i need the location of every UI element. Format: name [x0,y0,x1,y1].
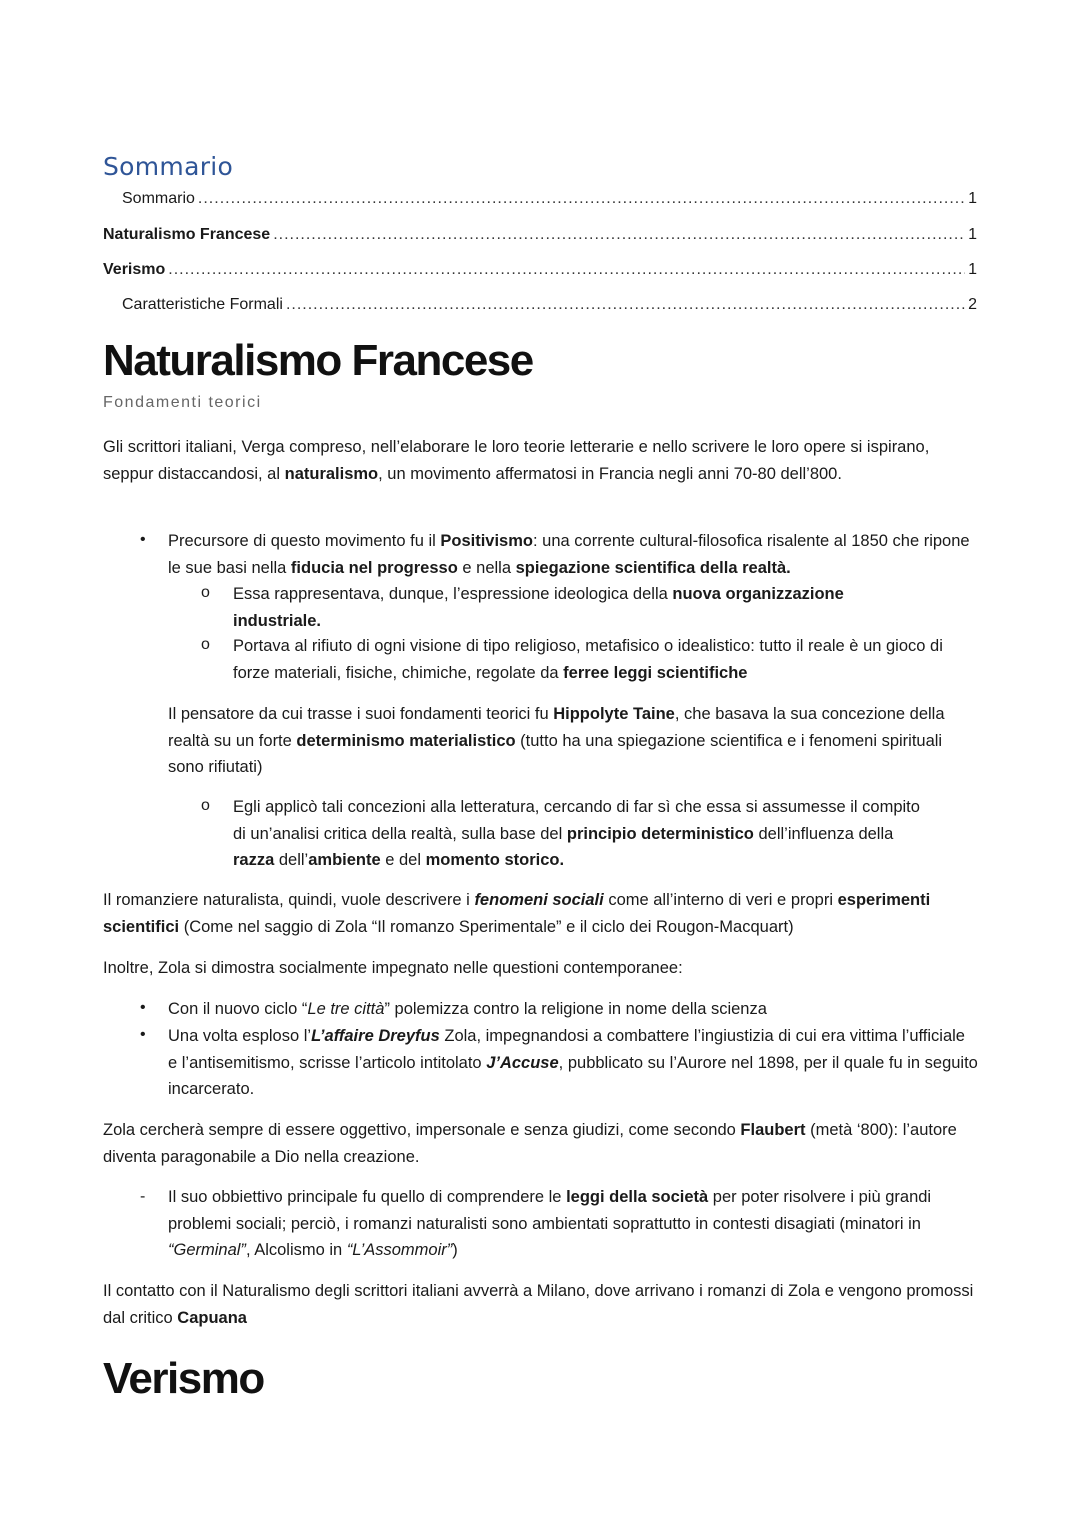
toc-entry-page: 1 [968,261,977,278]
bullet-dreyfus: Una volta esploso l’L’affaire Dreyfus Zola, impegnandosi a combattere l’ingiustizia di cui era vittima l’ufficiale e l’antisemitismo, scrisse l’articolo intitolato J’Accuse, pubblicato su l’Aurore nel 1898, per il quale fu in seguito incarcerato. [168,1027,978,1098]
toc-entry-page: 1 [968,226,977,243]
toc-entry-caratteristiche[interactable] [122,296,977,318]
toc-entry-label: Sommario [122,190,195,207]
toc-entry-page: 1 [968,190,977,207]
paragraph-contatto: Il contatto con il Naturalismo degli scrittori italiani avverrà a Milano, dove arrivano i romanzi di Zola e vengono promossi dal critico Capuana [103,1282,974,1327]
sub-bullet-glyph: o [201,584,210,601]
paragraph-inoltre: Inoltre, Zola si dimostra socialmente impegnato nelle questioni contemporanee: [103,959,683,977]
sub-bullet-letteratura: Egli applicò tali concezioni alla letteratura, cercando di far sì che essa si assumesse il compito di un’analisi critica della realtà, sulla base del principio deterministico dell’influenza della razza dell’ambiente e del momento storico. [233,798,920,869]
toc-leader-dots [198,190,965,208]
sub-bullet-rifiuto: Portava al rifiuto di ogni visione di tipo religioso, metafisico o idealistico: tutto il reale è un gioco di forze materiali, fisiche, chimiche, regolate da ferree leggi scientifiche [233,637,943,682]
toc-leader-dots [286,296,965,314]
toc-entry-sommario[interactable] [122,190,977,212]
sub-bullet-glyph: o [201,636,210,653]
paragraph-romanziere: Il romanziere naturalista, quindi, vuole descrivere i fenomeni sociali come all’interno di veri e propri esperimenti scientifici (Come nel saggio di Zola “Il romanzo Sperimentale” e il ciclo dei Rougon-Macquart) [103,891,931,936]
toc-entry-verismo[interactable] [103,261,977,283]
bullet-glyph: • [140,1026,146,1043]
bullet-tre-citta: Con il nuovo ciclo “Le tre città” polemizza contro la religione in nome della scienza [168,1000,767,1018]
subtitle-fondamenti: Fondamenti teorici [103,394,262,411]
sub-bullet-organizzazione: Essa rappresentava, dunque, l’espressione ideologica della nuova organizzazione industriale. [233,585,844,630]
toc-leader-dots [168,261,965,279]
toc-entry-page: 2 [968,296,977,313]
toc-entry-label: Caratteristiche Formali [122,296,283,313]
heading-naturalismo: Naturalismo Francese [103,336,533,385]
toc-entry-naturalismo[interactable] [103,226,977,248]
bullet-glyph: • [140,531,146,548]
sub-bullet-glyph: o [201,797,210,814]
toc-title: Sommario [103,152,234,181]
toc-leader-dots [273,226,965,244]
toc-entry-label: Naturalismo Francese [103,226,271,243]
bullet-glyph: • [140,999,146,1016]
dash-glyph: - [140,1188,146,1205]
paragraph-taine: Il pensatore da cui trasse i suoi fondamenti teorici fu Hippolyte Taine, che basava la sua concezione della realtà su un forte determinismo materialistico (tutto ha una spiegazione scientifica e i fenomeni spirituali sono rifiutati) [168,705,945,776]
paragraph-oggettivo: Zola cercherà sempre di essere oggettivo, impersonale e senza giudizi, come secondo Flaubert (metà ‘800): l’autore diventa paragonabile a Dio nella creazione. [103,1121,957,1166]
heading-verismo: Verismo [103,1354,264,1403]
dash-item-obbiettivo: Il suo obbiettivo principale fu quello di comprendere le leggi della società per poter risolvere i più grandi problemi sociali; perciò, i romanzi naturalisti sono ambientati soprattutto in contesti disagiati (minatori in “Germinal”, Alcolismo in “L’Assommoir”) [168,1188,932,1259]
toc-entry-label: Verismo [103,261,166,278]
bullet-positivismo: Precursore di questo movimento fu il Positivismo: una corrente cultural-filosofica risalente al 1850 che ripone le sue basi nella fiducia nel progresso e nella spiegazione scientifica della realtà. [168,532,970,577]
paragraph-intro: Gli scrittori italiani, Verga compreso, nell’elaborare le loro teorie letterarie e nello scrivere le loro opere si ispirano, seppur distaccandosi, al naturalismo, un movimento affermatosi in Francia negli anni 70-80 dell’800. [103,438,930,483]
